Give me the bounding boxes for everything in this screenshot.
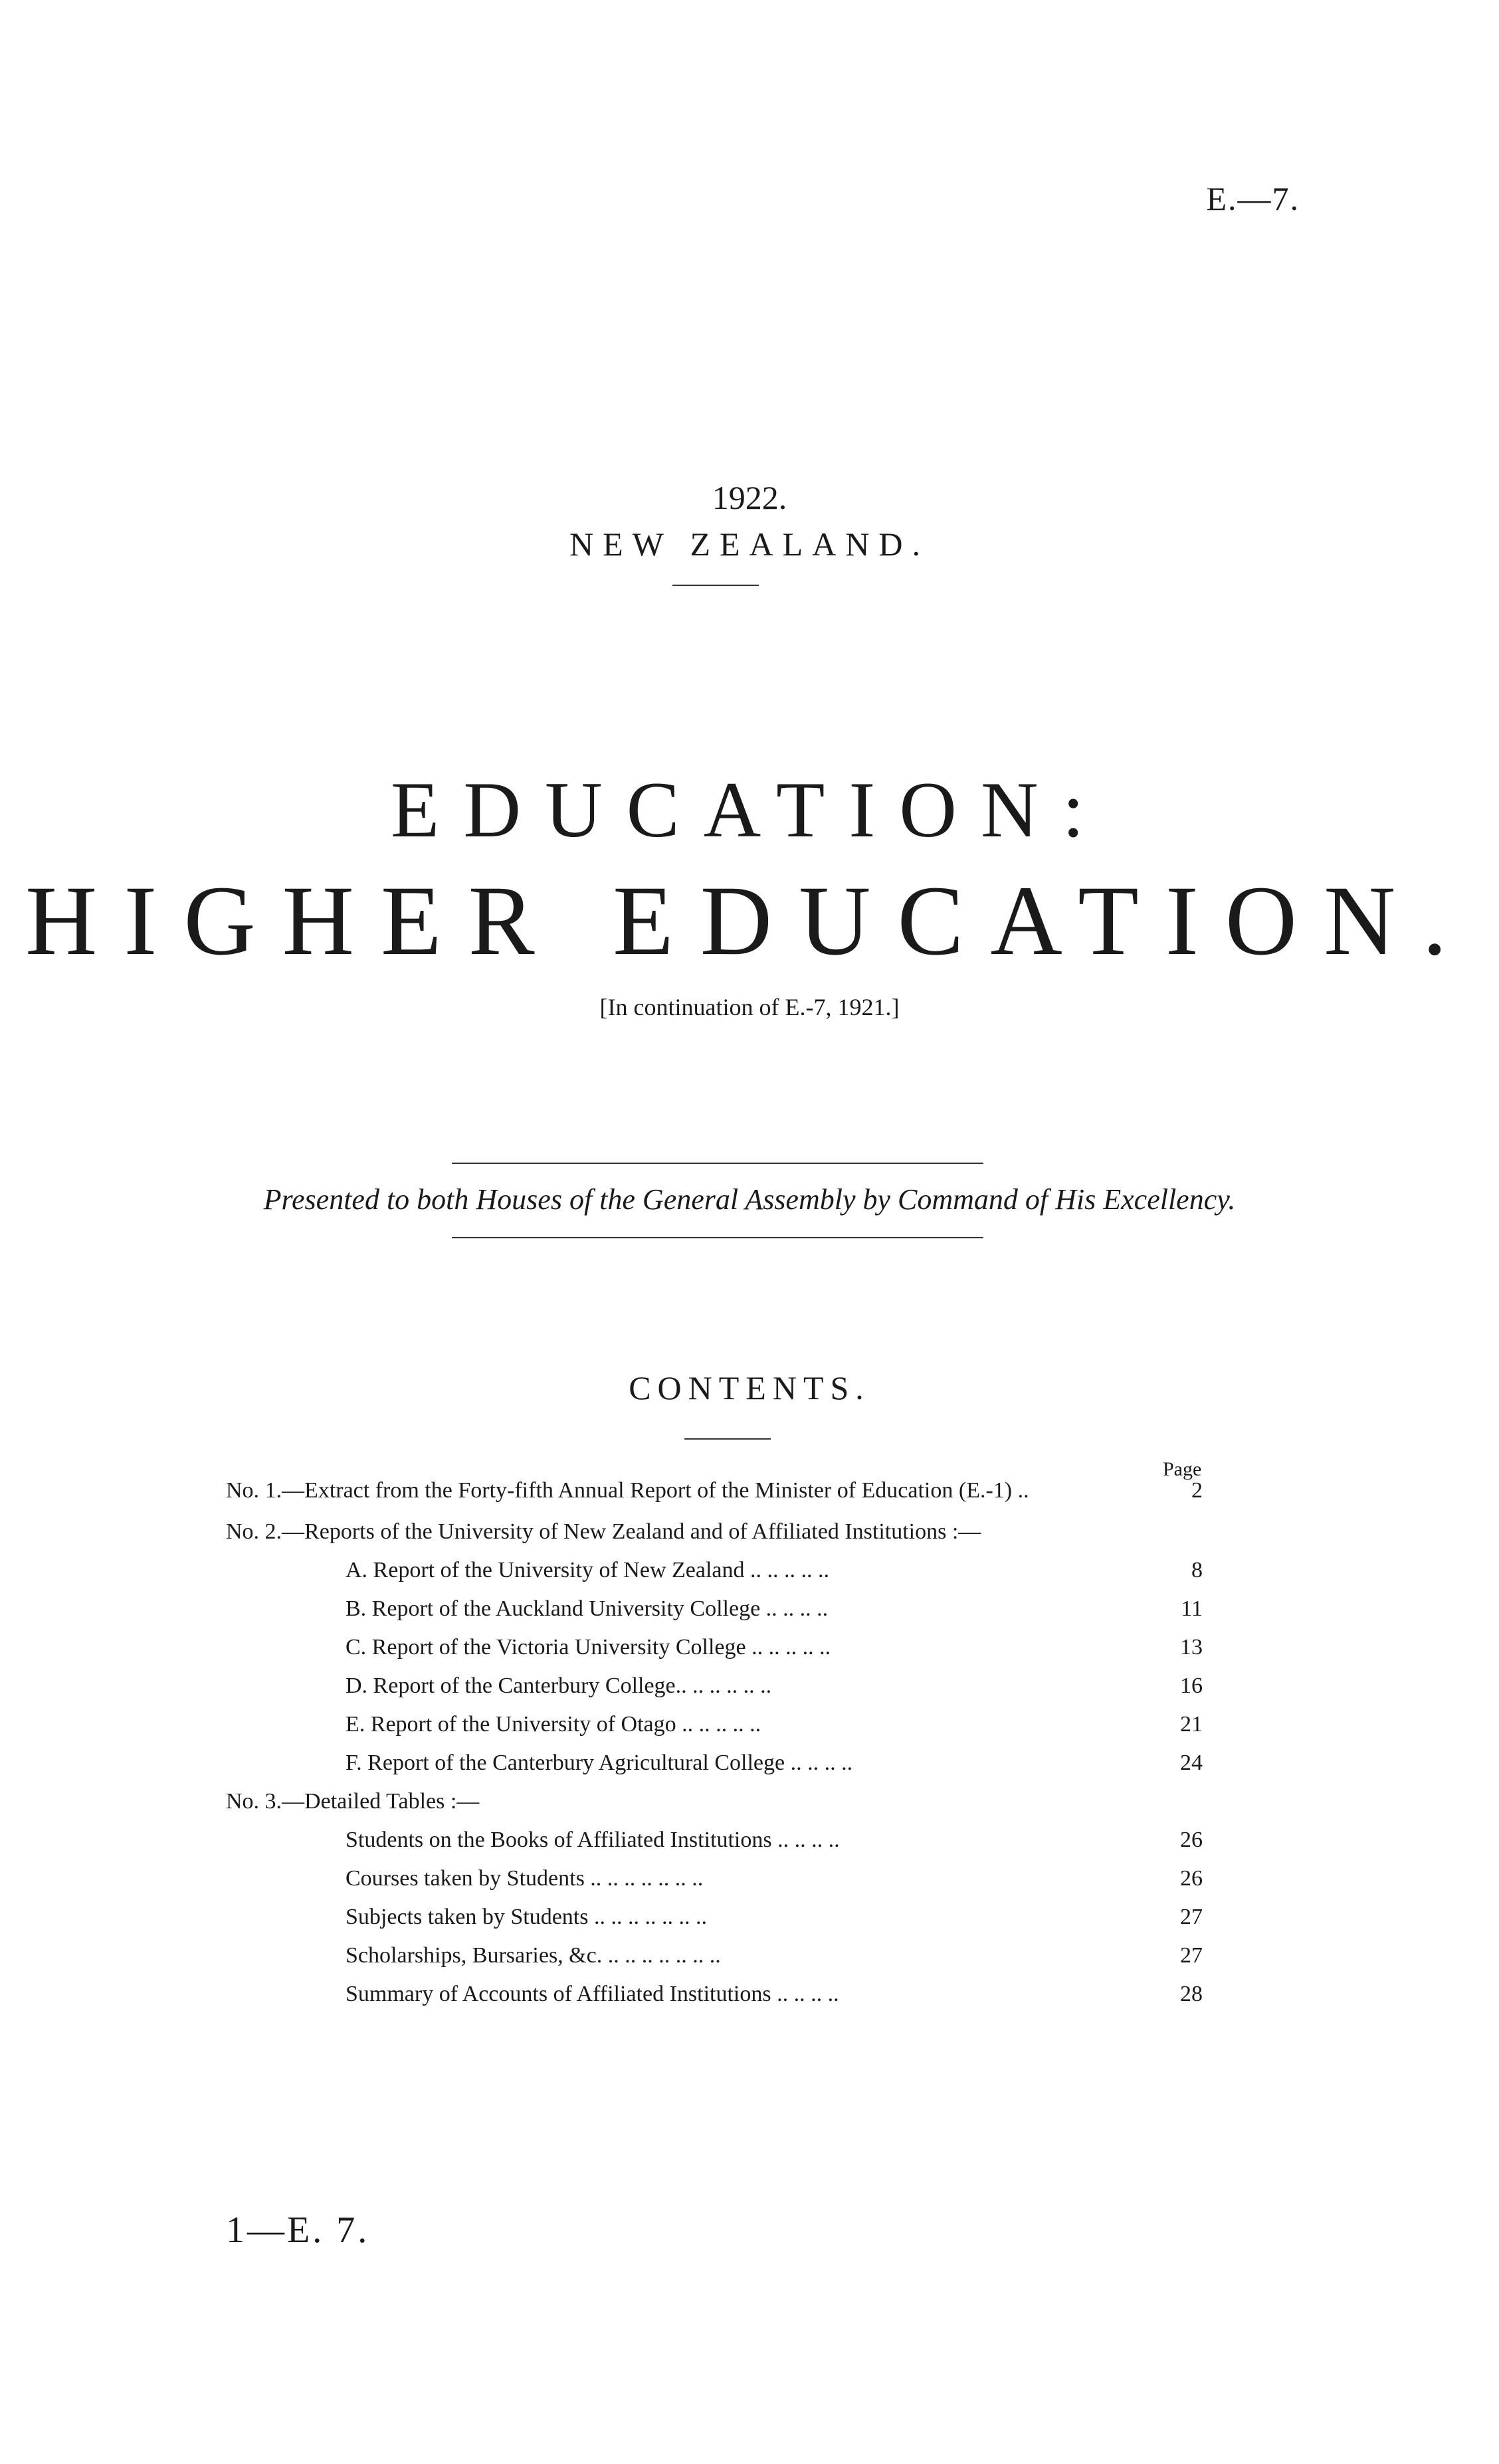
toc-page-number: 13 — [1180, 1635, 1203, 1659]
toc-page-number: 11 — [1181, 1596, 1203, 1621]
toc-page-number: 21 — [1180, 1712, 1203, 1737]
page-column-header: Page — [1163, 1458, 1202, 1480]
page-signature: 1—E. 7. — [226, 2210, 370, 2251]
toc-entry: Courses taken by Students .. .. .. .. .. .. .. — [346, 1866, 704, 1891]
divider — [684, 1438, 771, 1440]
contents-heading: CONTENTS. — [629, 1369, 870, 1406]
toc-entry: B. Report of the Auckland University College .. .. .. .. — [346, 1596, 829, 1621]
toc-page-number: 8 — [1191, 1558, 1203, 1582]
toc-entry: No. 3.—Detailed Tables :— — [226, 1789, 480, 1814]
continuation-note: [In continuation of E.-7, 1921.] — [599, 994, 900, 1020]
toc-entry: F. Report of the Canterbury Agricultural College .. .. .. .. — [346, 1751, 853, 1775]
toc-page-number: 2 — [1191, 1478, 1203, 1503]
toc-entry: A. Report of the University of New Zealand .. .. .. .. .. — [346, 1558, 829, 1582]
divider — [672, 585, 759, 586]
toc-entry: No. 2.—Reports of the University of New Zealand and of Affiliated Institutions :— — [226, 1519, 981, 1544]
divider — [452, 1163, 983, 1164]
toc-page-number: 26 — [1180, 1866, 1203, 1891]
document-reference-code: E.—7. — [1206, 180, 1300, 217]
toc-entry: Subjects taken by Students .. .. .. .. .. .. .. — [346, 1905, 707, 1929]
toc-entry: E. Report of the University of Otago .. .. .. .. .. — [346, 1712, 761, 1737]
document-year: 1922. — [712, 479, 787, 516]
toc-entry: C. Report of the Victoria University College .. .. .. .. .. — [346, 1635, 831, 1659]
title-line-1: EDUCATION: — [391, 765, 1108, 854]
toc-entry: Scholarships, Bursaries, &c. .. .. .. .. .. .. .. — [346, 1943, 721, 1968]
toc-page-number: 26 — [1180, 1828, 1203, 1852]
divider — [452, 1237, 983, 1238]
toc-entry: D. Report of the Canterbury College.. .. .. .. .. .. — [346, 1673, 772, 1698]
toc-entry: Summary of Accounts of Affiliated Institutions .. .. .. .. — [346, 1982, 839, 2006]
toc-entry: Students on the Books of Affiliated Institutions .. .. .. .. — [346, 1828, 840, 1852]
title-line-2: HIGHER EDUCATION. — [25, 866, 1474, 976]
toc-page-number: 27 — [1180, 1943, 1203, 1968]
toc-page-number: 24 — [1180, 1751, 1203, 1775]
toc-page-number: 16 — [1180, 1673, 1203, 1698]
toc-page-number: 27 — [1180, 1905, 1203, 1929]
country-heading: NEW ZEALAND. — [569, 525, 930, 563]
presented-statement: Presented to both Houses of the General Assembly by Command of His Excellency. — [263, 1183, 1236, 1216]
toc-page-number: 28 — [1180, 1982, 1203, 2006]
toc-entry: No. 1.—Extract from the Forty-fifth Annual Report of the Minister of Education (E.-1) .. — [226, 1478, 1029, 1503]
